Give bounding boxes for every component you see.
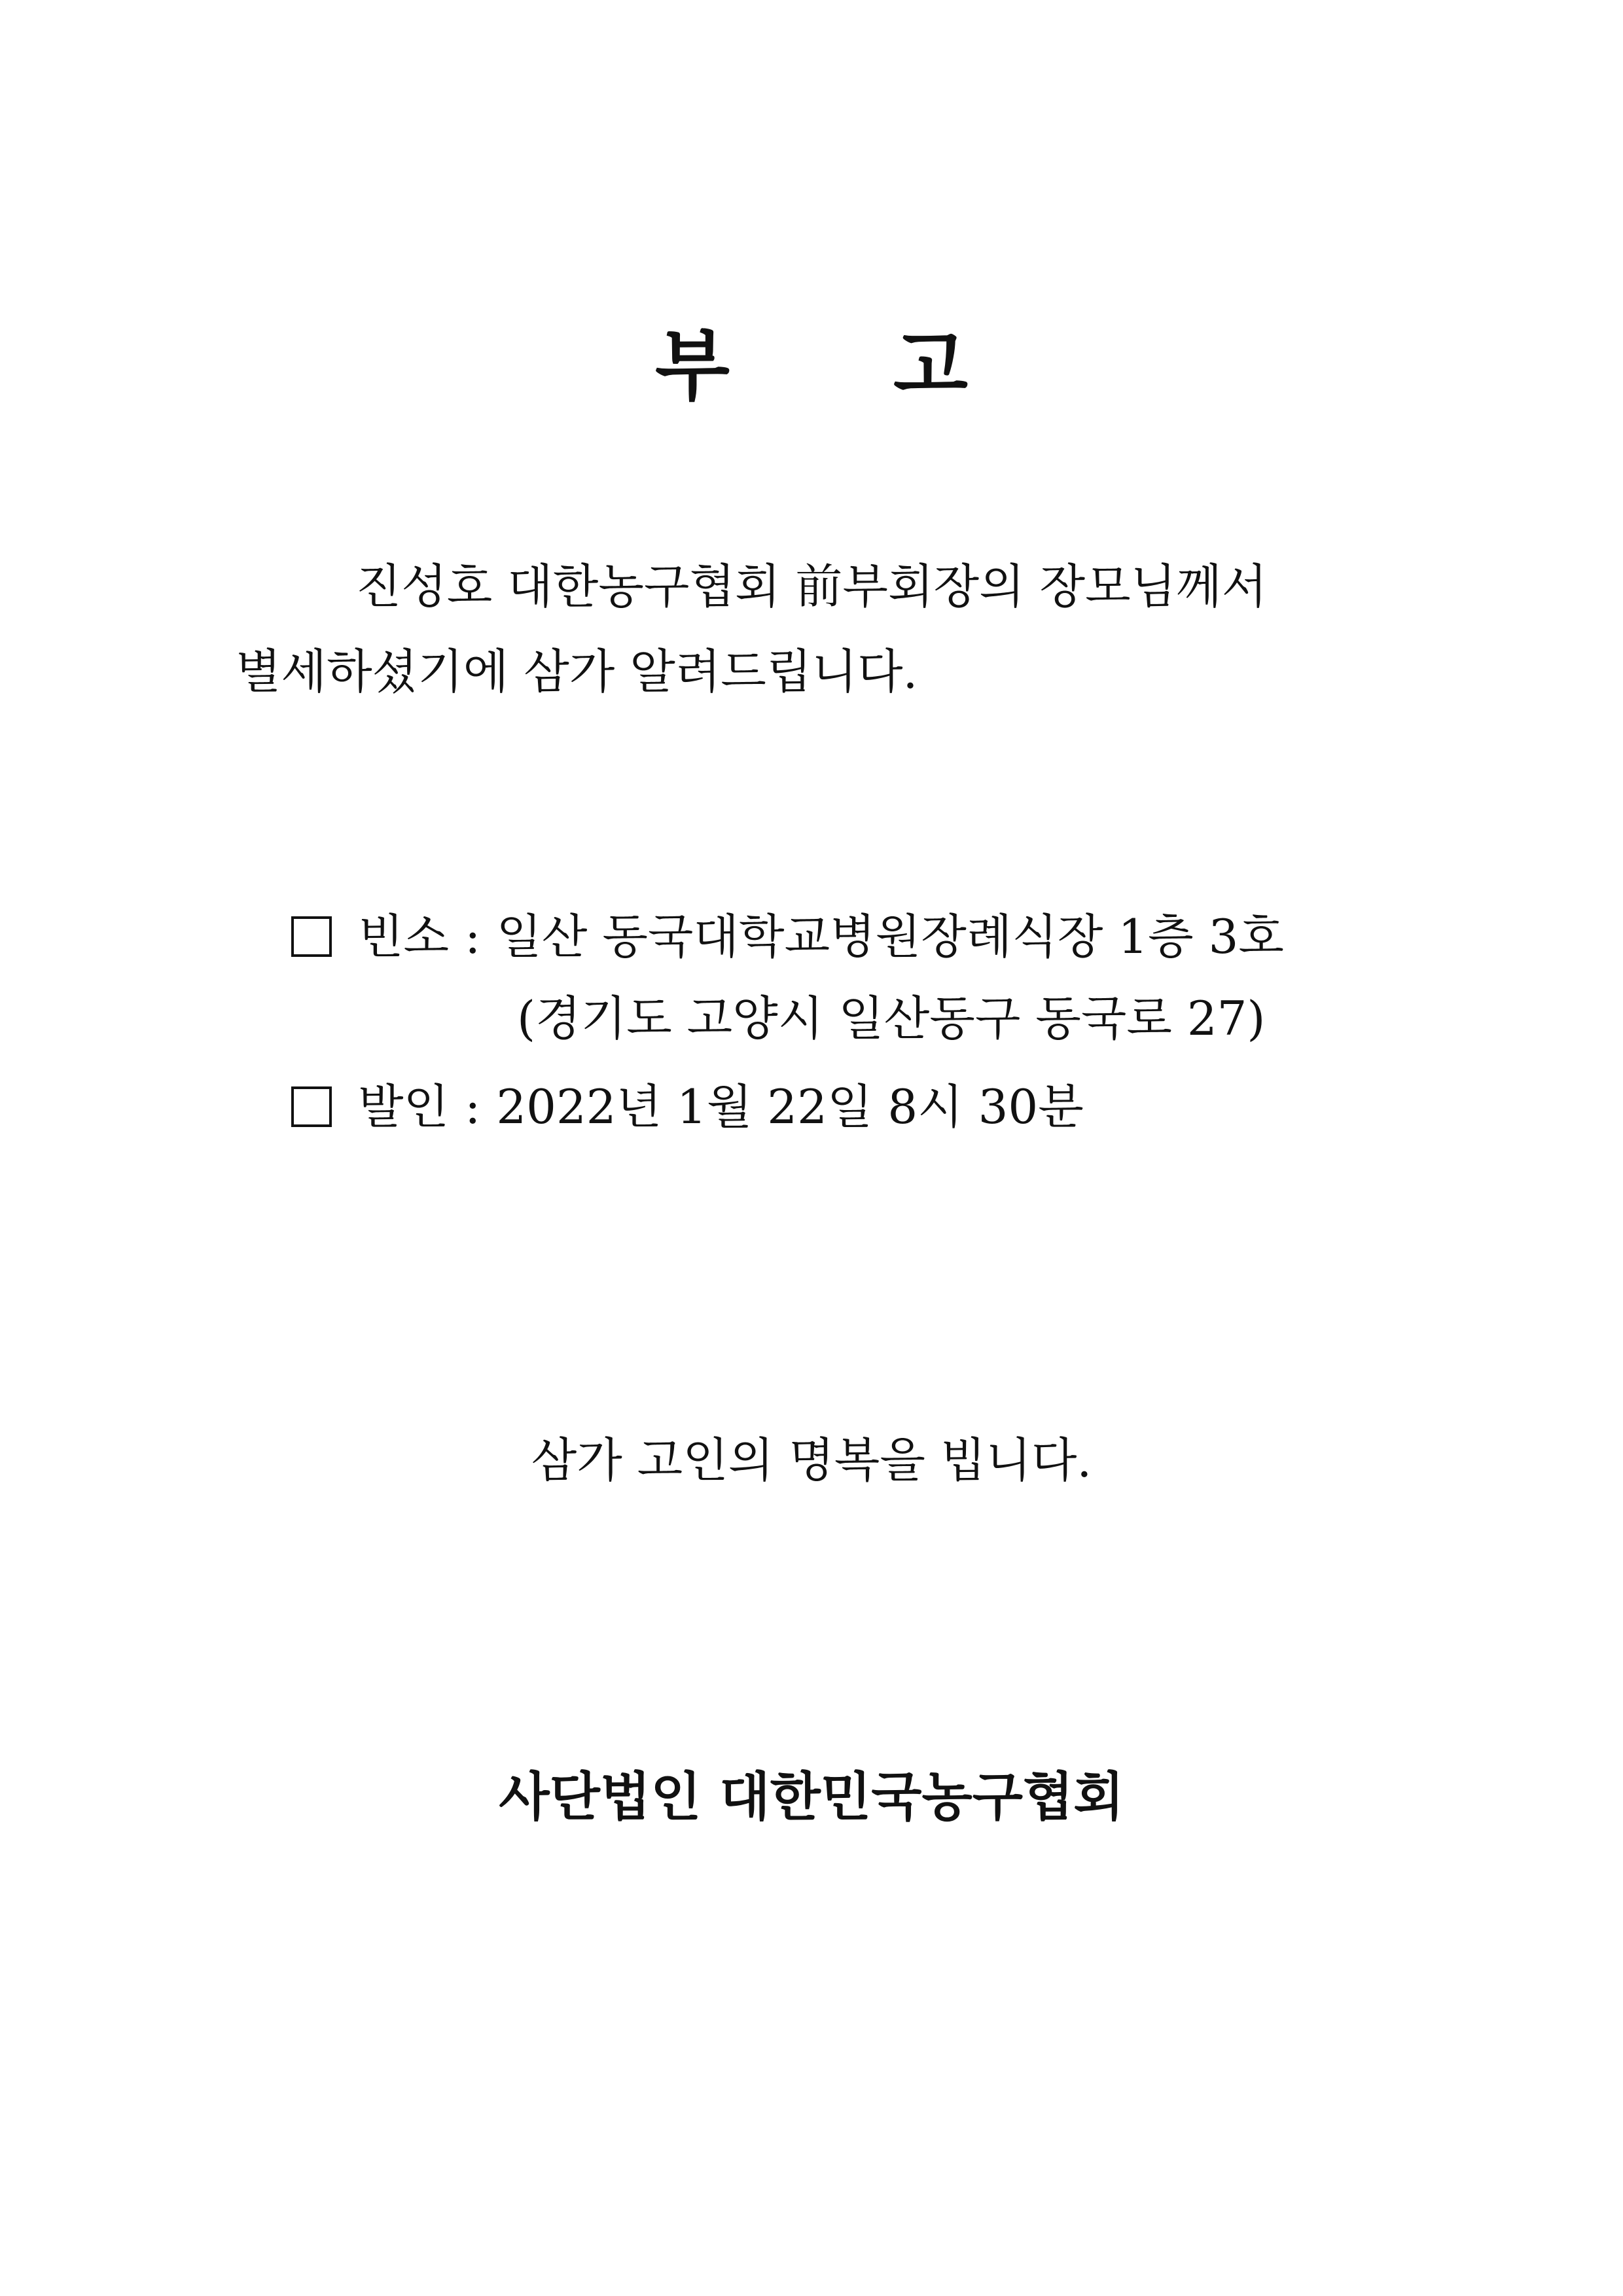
venue-colon: : — [465, 909, 481, 964]
page-title — [0, 320, 1623, 411]
title-char-1: 부 — [655, 320, 730, 411]
organization-name: 사단법인 대한민국농구협회 — [499, 1766, 1124, 1827]
intro-line-1: 진성호 대한농구협회 前부회장의 장모님께서 — [355, 559, 1268, 614]
venue-address — [517, 991, 1266, 1046]
date-colon: : — [465, 1079, 481, 1134]
intro-line-2: 별세하셨기에 삼가 알려드립니다. — [236, 644, 918, 699]
venue-checkbox-icon — [291, 916, 332, 957]
venue-address-text: (경기도 고양시 일산동구 동국로 27) — [517, 991, 1266, 1046]
closing-message: 삼가 고인의 명복을 빕니다. — [531, 1433, 1092, 1488]
funeral-date-row — [291, 1079, 1084, 1134]
title-char-2: 고 — [893, 320, 968, 411]
date-checkbox-icon — [291, 1086, 332, 1127]
venue-value: 일산 동국대학교병원장례식장 1층 3호 — [496, 909, 1284, 964]
venue-label: 빈소 — [358, 909, 450, 964]
date-value: 2022년 1월 22일 8시 30분 — [496, 1079, 1084, 1134]
venue-row — [291, 909, 1284, 964]
date-label: 발인 — [358, 1079, 450, 1134]
